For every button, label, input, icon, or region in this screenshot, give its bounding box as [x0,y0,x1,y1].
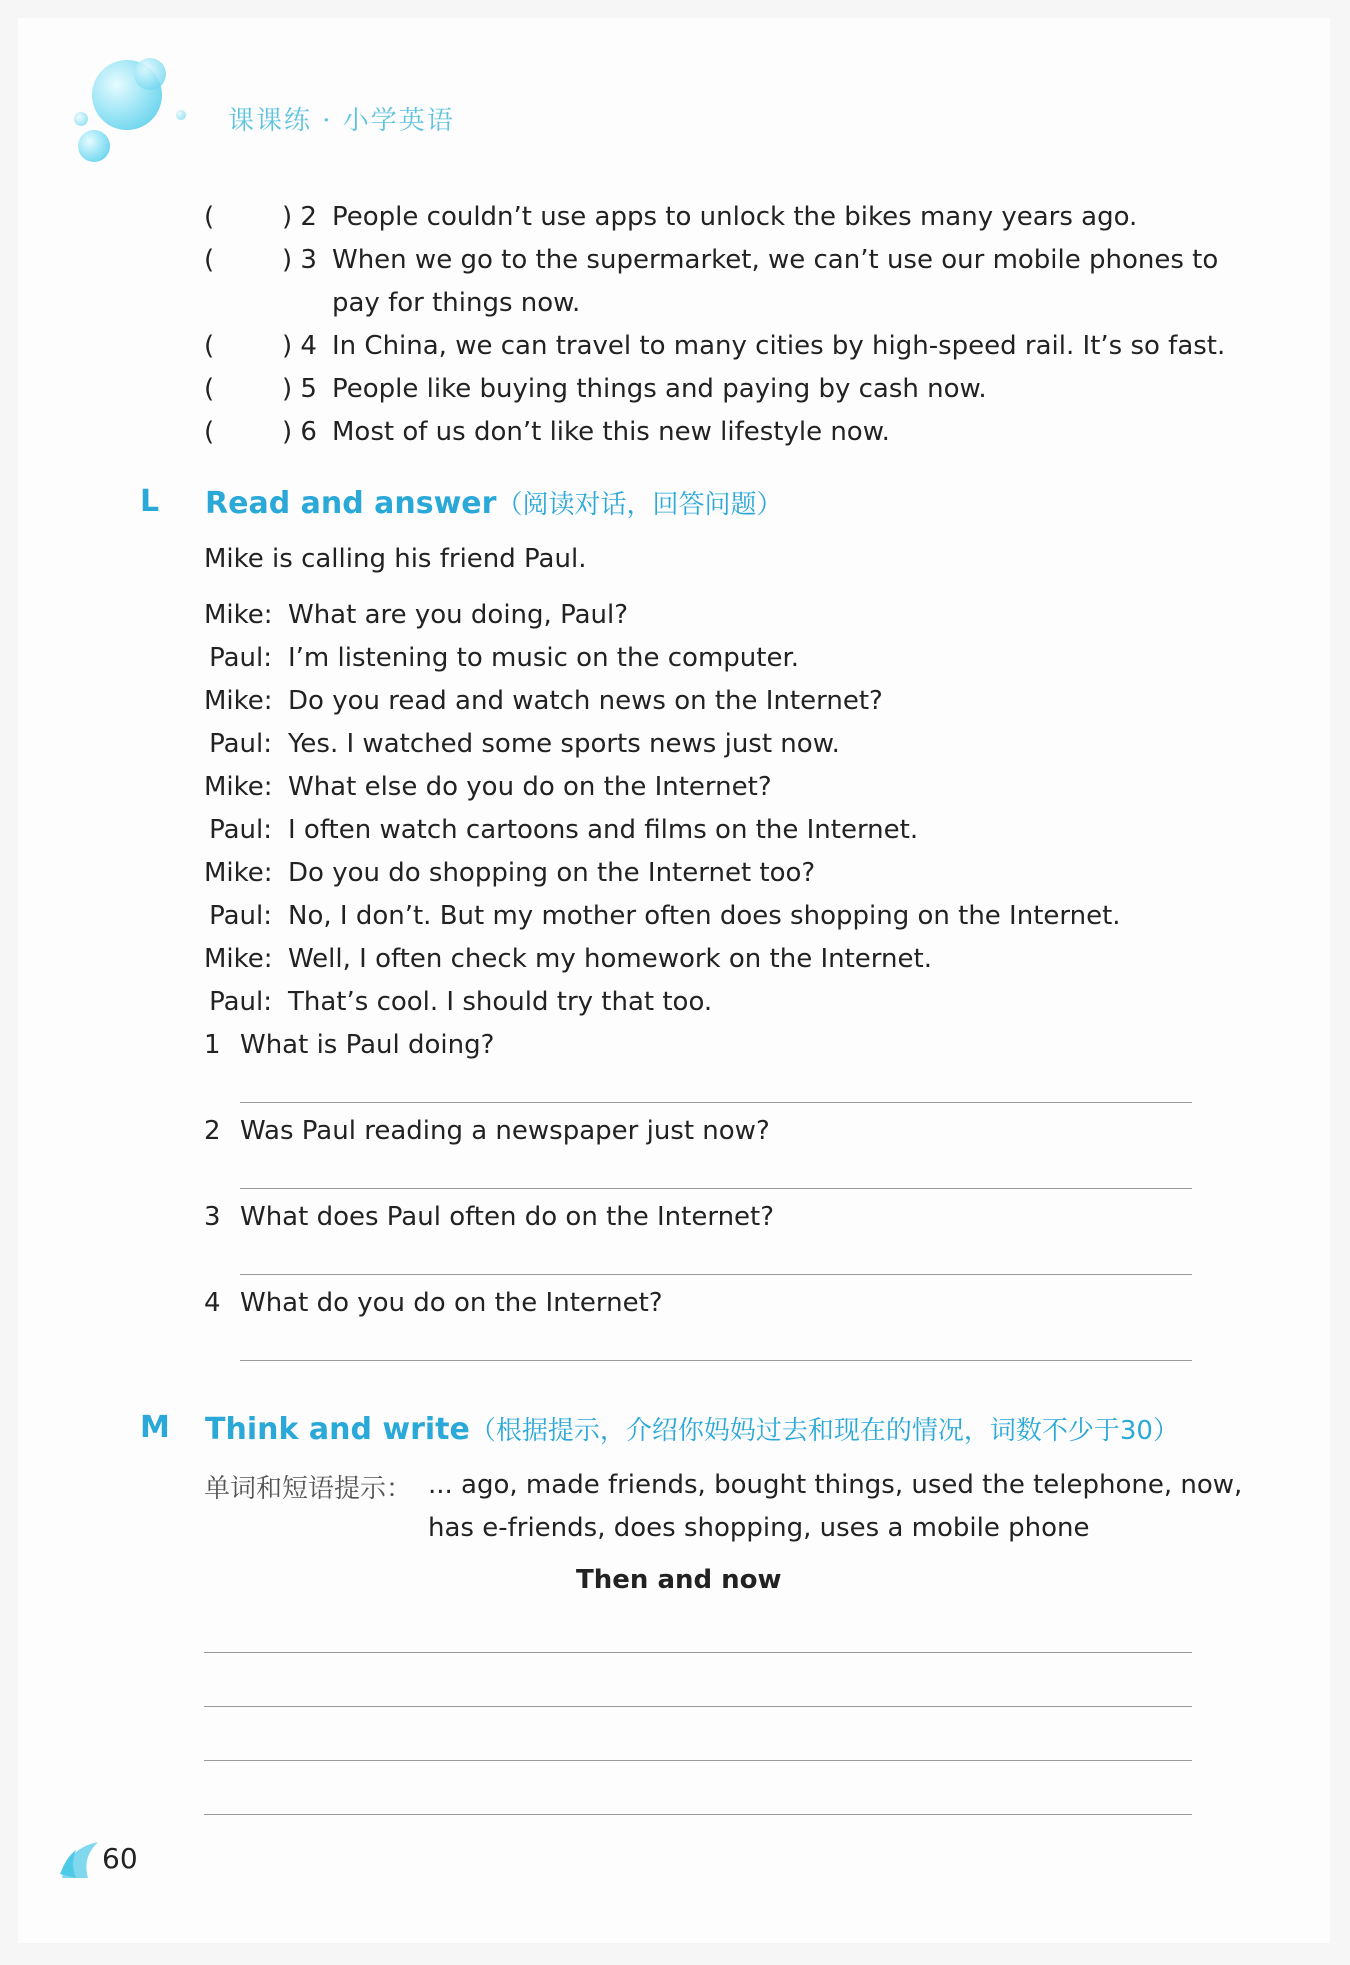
answer-line[interactable] [240,1360,1192,1361]
speaker-name: Mike: [204,858,273,888]
dialogue-line: Well, I often check my homework on the Internet. [288,944,932,974]
hint-line-2: has e-friends, does shopping, uses a mobile phone [428,1513,1090,1543]
answer-blank[interactable]: ( [204,374,215,404]
speaker-name: Paul: [209,987,272,1017]
writing-line[interactable] [204,1814,1192,1815]
speaker-name: Paul: [209,643,272,673]
dialogue-line: Do you do shopping on the Internet too? [288,858,816,888]
question-text: What is Paul doing? [240,1030,495,1060]
section-m-subtitle: （根据提示，介绍你妈妈过去和现在的情况，词数不少于30） [469,1416,1179,1446]
speaker-name: Paul: [209,815,272,845]
dialogue-line: Yes. I watched some sports news just now. [288,729,840,759]
writing-heading: Then and now [576,1565,782,1595]
dialogue-line: No, I don’t. But my mother often does shopping on the Internet. [288,901,1121,931]
dialogue-line: Do you read and watch news on the Internet? [288,686,883,716]
item-number: ) 6 [282,417,317,447]
answer-line[interactable] [240,1188,1192,1189]
section-l-letter: L [140,484,160,519]
dialogue-line: I’m listening to music on the computer. [288,643,800,673]
section-l-title [205,484,782,521]
true-false-item [0,329,1350,363]
answer-blank[interactable]: ( [204,202,215,232]
statement-text: Most of us don’t like this new lifestyle now. [332,417,890,447]
section-m-title-text: Think and write [205,1412,470,1447]
question-text: What does Paul often do on the Internet? [240,1202,775,1232]
section-m-title [205,1410,1179,1447]
writing-line[interactable] [204,1760,1192,1761]
section-l-title-text: Read and answer [205,486,497,521]
dialogue-intro: Mike is calling his friend Paul. [204,544,587,574]
statement-text: In China, we can travel to many cities by high-speed rail. It’s so fast. [332,331,1226,361]
statement-text: People couldn’t use apps to unlock the bikes many years ago. [332,202,1138,232]
item-number: ) 4 [282,331,317,361]
true-false-item [0,415,1350,449]
speaker-name: Mike: [204,686,273,716]
speaker-name: Mike: [204,600,273,630]
page [18,18,1330,1943]
speaker-name: Paul: [209,729,272,759]
true-false-item [0,372,1350,406]
item-number: ) 5 [282,374,317,404]
speaker-name: Paul: [209,901,272,931]
hint-line-1: ... ago, made friends, bought things, used the telephone, now, [428,1470,1243,1500]
item-number: ) 2 [282,202,317,232]
dialogue-line: I often watch cartoons and films on the Internet. [288,815,919,845]
question-number: 1 [204,1030,221,1060]
question-number: 3 [204,1202,221,1232]
speaker-name: Mike: [204,944,273,974]
question-text: What do you do on the Internet? [240,1288,663,1318]
answer-blank[interactable]: ( [204,331,215,361]
question-text: Was Paul reading a newspaper just now? [240,1116,770,1146]
dialogue-line: What are you doing, Paul? [288,600,629,630]
speaker-name: Mike: [204,772,273,802]
section-l-subtitle: （阅读对话，回答问题） [496,490,783,520]
true-false-item [0,200,1350,234]
writing-line[interactable] [204,1706,1192,1707]
header-title: 课课练 · 小学英语 [228,106,455,136]
hint-label: 单词和短语提示： [204,1474,413,1504]
answer-blank[interactable]: ( [204,245,215,275]
dialogue-line: That’s cool. I should try that too. [288,987,713,1017]
dialogue-line: What else do you do on the Internet? [288,772,772,802]
question-number: 4 [204,1288,221,1318]
answer-line[interactable] [240,1274,1192,1275]
true-false-item [0,243,1350,277]
item-number: ) 3 [282,245,317,275]
statement-text-continued: pay for things now. [332,288,581,318]
answer-line[interactable] [240,1102,1192,1103]
question-number: 2 [204,1116,221,1146]
statement-text: People like buying things and paying by cash now. [332,374,987,404]
leaf-icon [58,1838,102,1880]
answer-blank[interactable]: ( [204,417,215,447]
page-number: 60 [102,1842,138,1875]
section-m-letter: M [140,1410,170,1445]
statement-text: When we go to the supermarket, we can’t use our mobile phones to [332,245,1219,275]
writing-line[interactable] [204,1652,1192,1653]
